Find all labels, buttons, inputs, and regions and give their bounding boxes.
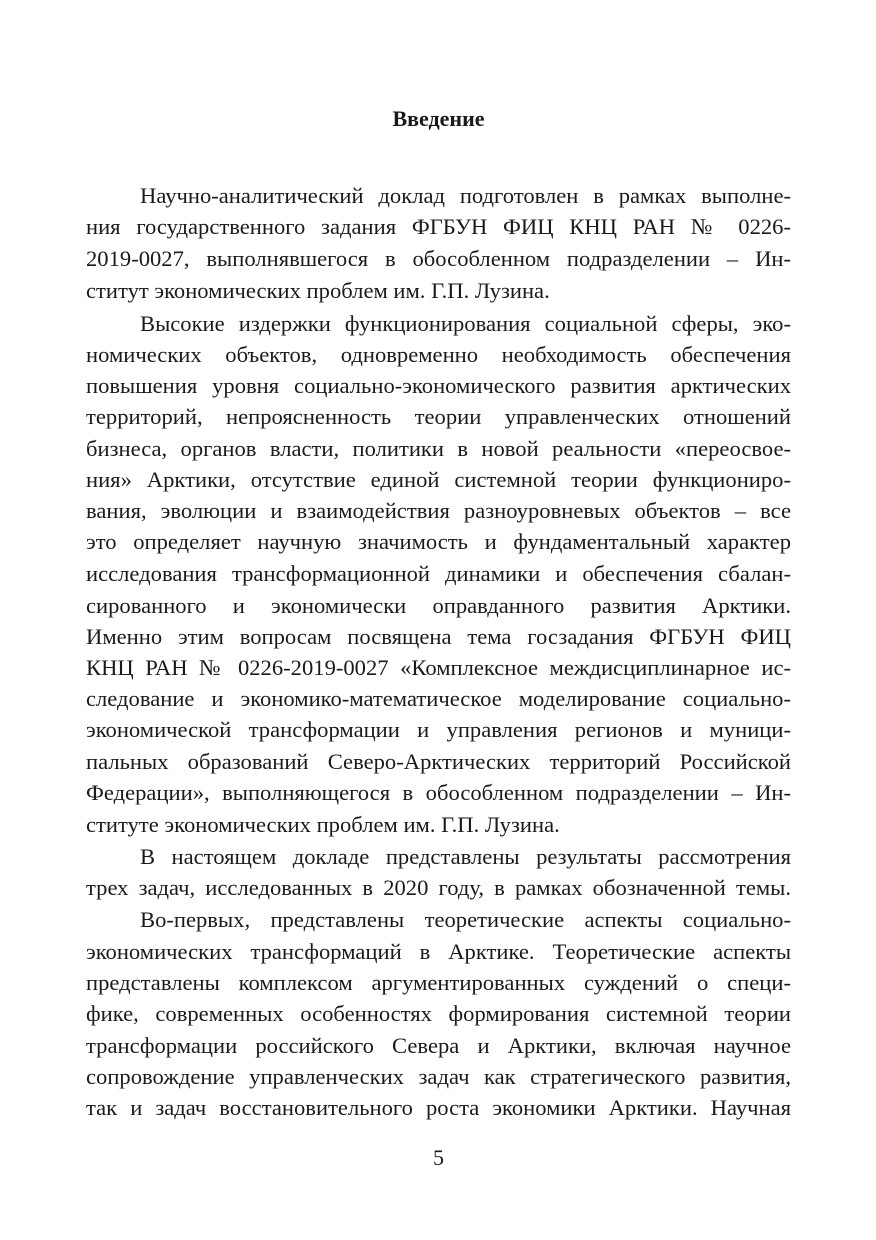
text-line: вания, эволюции и взаимодействия разноуровневых объектов – все bbox=[86, 498, 791, 523]
text-line: 2019-0027, выполнявшегося в обособленном подразделении – Ин- bbox=[86, 246, 791, 271]
text-line: представлены комплексом аргументированных суждений о специ- bbox=[86, 970, 791, 995]
text-line: повышения уровня социально-экономического развития арктических bbox=[86, 373, 791, 398]
text-line: так и задач восстановительного роста экономики Арктики. Научная bbox=[86, 1095, 791, 1120]
section-heading: Введение bbox=[392, 106, 485, 131]
text-line: Высокие издержки функционирования социальной сферы, эко- bbox=[140, 311, 791, 336]
text-line: ституте экономических проблем им. Г.П. Лузина. bbox=[86, 812, 560, 837]
text-line: номических объектов, одновременно необходимость обеспечения bbox=[86, 342, 791, 367]
text-line: Именно этим вопросам посвящена тема госзадания ФГБУН ФИЦ bbox=[86, 624, 791, 649]
text-line: следование и экономико-математическое моделирование социально- bbox=[86, 686, 791, 711]
text-line: бизнеса, органов власти, политики в новой реальности «переосвое- bbox=[86, 436, 791, 461]
text-line: трансформации российского Севера и Арктики, включая научное bbox=[86, 1033, 791, 1058]
text-line: Во-первых, представлены теоретические аспекты социально- bbox=[140, 907, 791, 932]
text-line: трех задач, исследованных в 2020 году, в рамках обозначенной темы. bbox=[86, 875, 791, 900]
text-line: это определяет научную значимость и фундаментальный характер bbox=[86, 529, 791, 554]
page-number: 5 bbox=[433, 1145, 444, 1170]
text-line: В настоящем докладе представлены результаты рассмотрения bbox=[140, 844, 791, 869]
text-line: исследования трансформационной динамики и обеспечения сбалан- bbox=[86, 561, 791, 586]
text-line: пальных образований Северо-Арктических территорий Российской bbox=[86, 749, 791, 774]
text-line: ститут экономических проблем им. Г.П. Лузина. bbox=[86, 278, 550, 303]
text-line: ния государственного задания ФГБУН ФИЦ КНЦ РАН № 0226- bbox=[86, 214, 791, 239]
text-line: сопровождение управленческих задач как стратегического развития, bbox=[86, 1064, 791, 1089]
document-page bbox=[86, 0, 791, 1240]
text-line: экономических трансформаций в Арктике. Теоретические аспекты bbox=[86, 939, 791, 964]
text-line: КНЦ РАН № 0226-2019-0027 «Комплексное междисциплинарное ис- bbox=[86, 655, 791, 680]
text-line: фике, современных особенностях формирования системной теории bbox=[86, 1001, 791, 1026]
text-line: сированного и экономически оправданного развития Арктики. bbox=[86, 593, 791, 618]
text-line: экономической трансформации и управления регионов и муници- bbox=[86, 717, 791, 742]
text-line: ния» Арктики, отсутствие единой системной теории функциониро- bbox=[86, 467, 791, 492]
text-line: Научно-аналитический доклад подготовлен в рамках выполне- bbox=[140, 183, 791, 208]
text-line: территорий, непроясненность теории управленческих отношений bbox=[86, 404, 791, 429]
text-line: Федерации», выполняющегося в обособленном подразделении – Ин- bbox=[86, 780, 791, 805]
